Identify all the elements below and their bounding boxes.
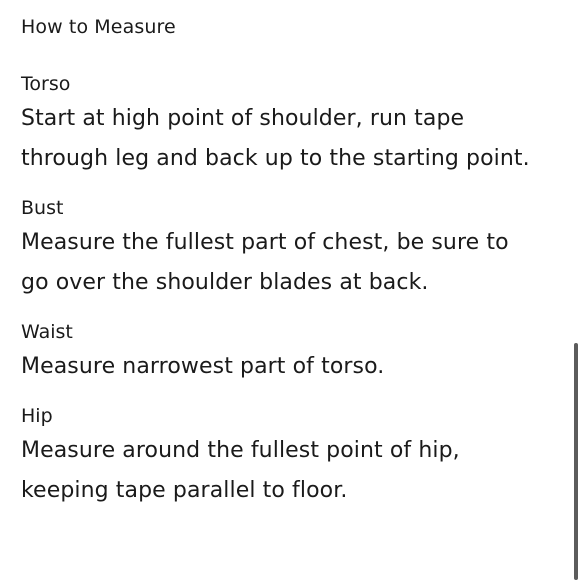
section-body-waist: Measure narrowest part of torso.: [21, 354, 385, 379]
scrollbar-thumb[interactable]: [574, 343, 578, 580]
section-waist: [21, 319, 540, 387]
section-hip: [21, 403, 540, 511]
section-body-torso: Start at high point of shoulder, run tape through leg and back up to the starting point.: [21, 106, 530, 171]
section-torso: [21, 71, 540, 179]
section-title-hip: Hip: [21, 405, 53, 427]
page-title: How to Measure: [21, 16, 176, 38]
section-bust: [21, 195, 540, 303]
scrollbar[interactable]: [572, 0, 580, 580]
section-body-hip: Measure around the fullest point of hip, keeping tape parallel to floor.: [21, 438, 460, 503]
section-title-bust: Bust: [21, 197, 64, 219]
section-title-waist: Waist: [21, 321, 73, 343]
section-title-torso: Torso: [21, 73, 71, 95]
section-body-bust: Measure the fullest part of chest, be sure to go over the shoulder blades at back.: [21, 230, 509, 295]
